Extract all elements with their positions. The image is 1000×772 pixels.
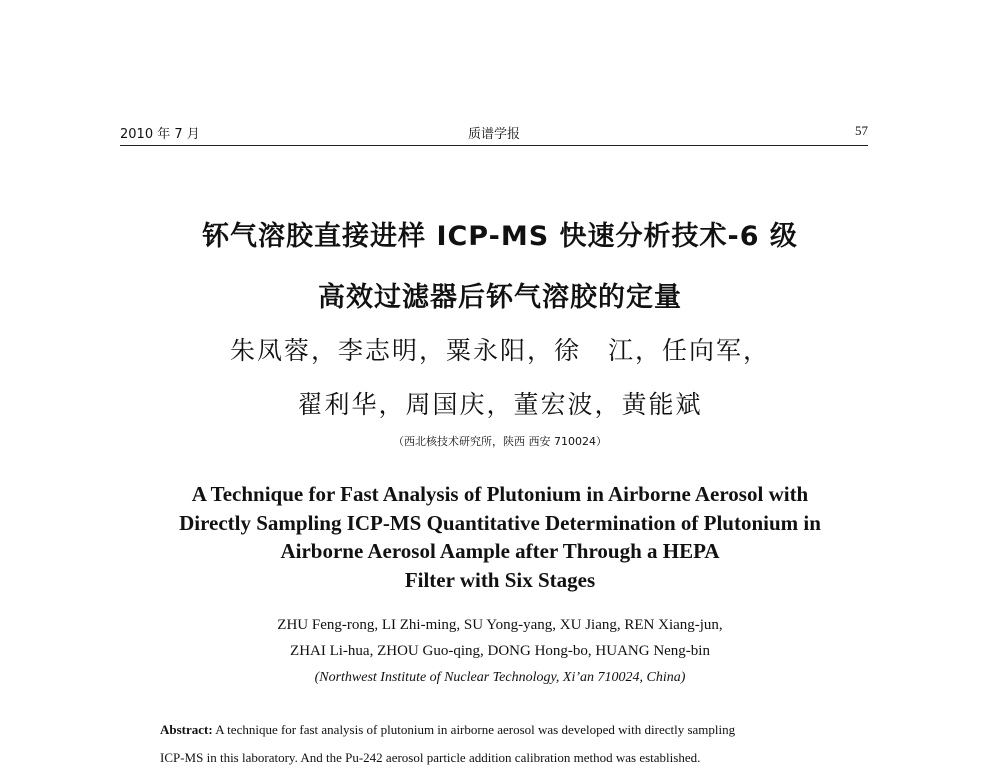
english-title-line-4: Filter with Six Stages (404, 567, 596, 592)
english-affiliation: (Northwest Institute of Nuclear Technology, Xi’an 710024, China) (314, 670, 686, 685)
english-title-line-3: Airborne Aerosol Aample after Through a HEPA (280, 539, 720, 563)
journal-name: 质谱学报 (467, 127, 520, 142)
abstract (160, 716, 850, 772)
english-title (100, 480, 900, 594)
page-header (120, 123, 868, 145)
abstract-text-1: A technique for fast analysis of plutonium in airborne aerosol was developed with directly sampling (215, 722, 736, 737)
chinese-affiliation: （西北核技术研究所，陕西 西安 710024） (393, 435, 607, 448)
chinese-title-line-1: 钚气溶胶直接进样 ICP-MS 快速分析技术-6 级 (202, 221, 798, 252)
chinese-authors-line-1: 朱凤蓉，李志明，粟永阳，徐 江，任向军， (229, 336, 770, 365)
english-title-line-1: A Technique for Fast Analysis of Plutonium in Airborne Aerosol with (191, 482, 809, 506)
abstract-label: Abstract: (160, 722, 213, 737)
page-number: 57 (855, 123, 868, 138)
english-authors-line-1: ZHU Feng-rong, LI Zhi-ming, SU Yong-yang, XU Jiang, REN Xiang-jun, (277, 617, 723, 633)
issue-date: 2010 年 7 月 (120, 127, 200, 142)
chinese-authors-line-2: 翟利华，周国庆，董宏波，黄能斌 (297, 390, 703, 419)
abstract-text-2: ICP-MS in this laboratory. And the Pu-242 aerosol particle addition calibration method was established. (160, 750, 701, 765)
english-authors-line-2: ZHAI Li-hua, ZHOU Guo-qing, DONG Hong-bo, HUANG Neng-bin (290, 643, 710, 659)
abstract-line-1 (160, 716, 850, 744)
english-title-line-2: Directly Sampling ICP-MS Quantitative Determination of Plutonium in (179, 510, 821, 535)
chinese-title-line-2: 高效过滤器后钚气溶胶的定量 (318, 282, 682, 313)
header-rule (120, 145, 868, 146)
